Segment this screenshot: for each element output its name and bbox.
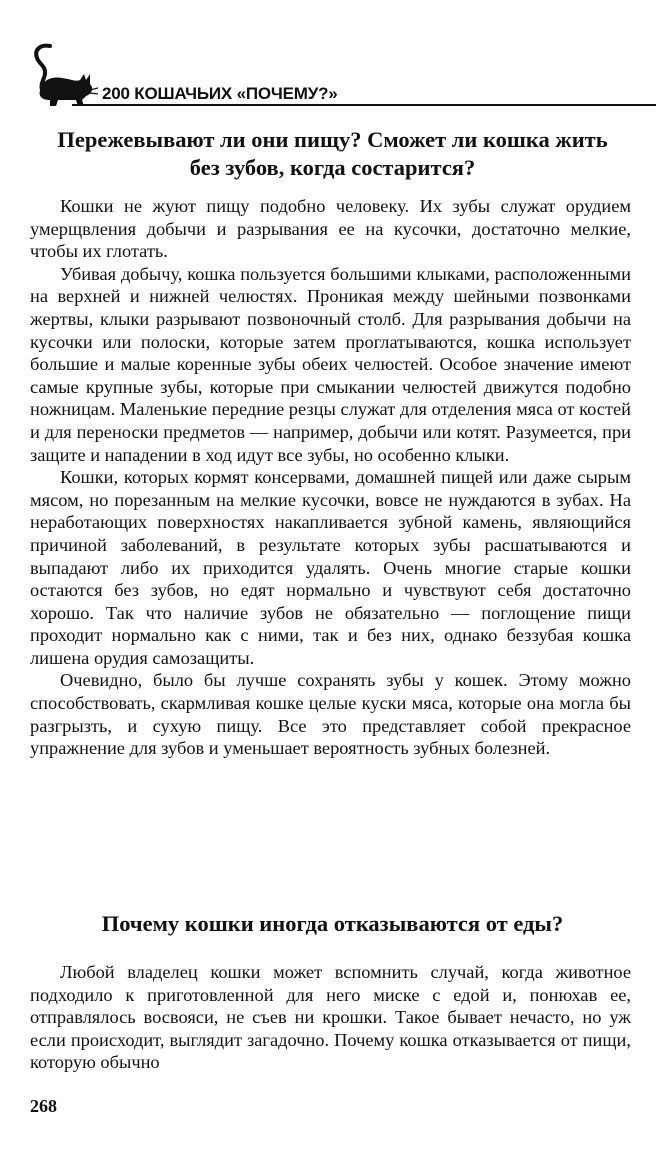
section-body: [30, 195, 631, 760]
paragraph: Кошки, которых кормят консервами, домашней пищей или даже сырым мясом, но порезанным на мелкие кусочки, вовсе не нуждаются в зубах. На неработающих поверхностях накапливается зубной камень, являющийся причиной заболеваний, в результате которых зубы расшатываются и выпадают либо их приходится удалять. Очень многие старые кошки остаются без зубов, но едят нормально и чувствуют себя достаточно хорошо. Так что наличие зубов не обязательно — поглощение пищи проходит нормально как с ними, так и без них, однако беззубая кошка лишена орудия самозащиты.: [30, 467, 631, 668]
running-head-title: 200 КОШАЧЬИХ «ПОЧЕМУ?»: [102, 84, 338, 103]
section-heading: Пережевывают ли они пищу? Сможет ли кошка жить без зубов, когда состарится?: [57, 127, 608, 180]
paragraph: Любой владелец кошки может вспомнить случай, когда животное подходило к приготовленной для него миске с едой и, понюхав ее, отправлялось восвояси, не съев ни крошки. Такое бывает нечасто, но уж если происходит, выглядит загадочно. Почему кошка отказывается от пищи, которую обычно: [30, 962, 631, 1073]
paragraph: Очевидно, было бы лучше сохранять зубы у кошек. Этому можно способствовать, скармливая кошке целые куски мяса, которые она могла бы разгрызть, и сухую пищу. Все это представляет собой прекрасное упражнение для зубов и уменьшает вероятность зубных болезней.: [30, 670, 631, 759]
section-heading: Почему кошки иногда отказываются от еды?: [101, 911, 564, 936]
running-head: [28, 40, 638, 110]
section-body: [30, 961, 631, 1074]
page-number: 268: [30, 1096, 57, 1116]
paragraph: Убивая добычу, кошка пользуется большими клыками, расположенными на верхней и нижней челюстях. Проникая между шейными позвонками жертвы, клыки разрывают позвоночный столб. Для разрывания добычи на кусочки или полоски, которые затем проглатываются, кошка использует большие и малые коренные зубы обеих челюстей. Особое значение имеют самые крупные зубы, которые при смыкании челюстей движутся подобно ножницам. Маленькие передние резцы служат для отделения мяса от костей и для переноски предметов — например, добычи или котят. Разумеется, при защите и нападении в ход идут все зубы, но особенно клыки.: [30, 263, 631, 465]
cat-silhouette-icon: [28, 40, 98, 108]
header-rule: [72, 104, 656, 106]
paragraph: Кошки не жуют пищу подобно человеку. Их зубы служат орудием умерщвления добычи и разрывания ее на кусочки, достаточно мелкие, чтобы их глотать.: [30, 196, 631, 262]
